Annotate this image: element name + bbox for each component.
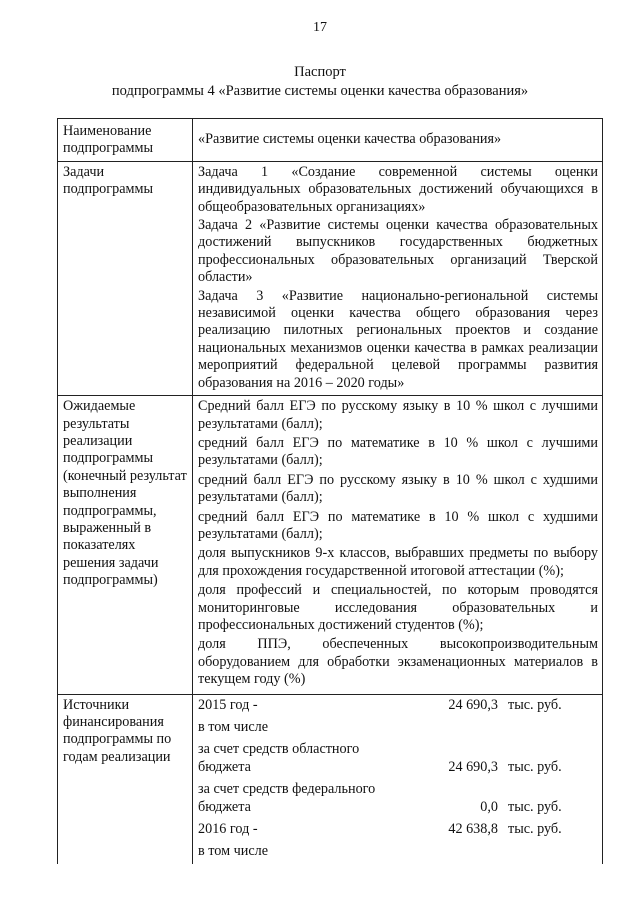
result-item: доля выпускников 9-х классов, выбравших предметы по выбору для прохождения государственной итоговой аттестации (%); (198, 545, 598, 579)
value-financing (193, 694, 603, 864)
value-name: «Развитие системы оценки качества образования» (193, 119, 603, 162)
financing-including: в том числе (198, 843, 269, 860)
label-results: Ожидаемые результаты реализации подпрограммы (конечный результат выполнения подпрограммы, выраженный в показателях решения задачи подпрограммы) (58, 396, 193, 695)
value-tasks (193, 161, 603, 395)
page-number: 17 (313, 20, 327, 35)
result-item: средний балл ЕГЭ по математике в 10 % школ с лучшими результатами (балл); (198, 434, 598, 469)
row-tasks (58, 161, 603, 395)
result-item: средний балл ЕГЭ по математике в 10 % школ с худшими результатами (балл); (198, 508, 598, 542)
result-item: доля профессий и специальностей, по которым проводятся мониторинговые исследования образовательных и профессиональных достижений студентов (%); (198, 582, 598, 633)
financing-including: в том числе (198, 719, 269, 735)
result-item: Средний балл ЕГЭ по русскому языку в 10 % школ с лучшими результатами (балл); (198, 398, 598, 432)
row-name (58, 119, 603, 162)
row-financing (58, 694, 603, 864)
label-tasks: Задачи подпрограммы (58, 161, 193, 395)
document-title (0, 63, 640, 101)
label-name: Наименование подпрограммы (58, 119, 193, 162)
financing-2016: 2016 год - 42 638,8 тыс. руб. (198, 821, 562, 838)
value-results (193, 396, 603, 695)
result-item: средний балл ЕГЭ по русскому языку в 10 % школ с худшими результатами (балл); (198, 471, 598, 506)
task-item: Задача 2 «Развитие системы оценки качества образовательных достижений выпускников государственных бюджетных профессиональных образовательных организаций Тверской области» (198, 217, 598, 286)
row-results (58, 396, 603, 695)
passport-table (57, 118, 603, 864)
label-financing: Источники финансирования подпрограммы по годам реализации (58, 694, 193, 864)
task-item: Задача 1 «Создание современной системы оценки индивидуальных образовательных достижений обучающихся в общеобразовательных организациях» (198, 163, 598, 215)
title-subheading: подпрограммы 4 «Развитие системы оценки качества образования» (111, 83, 529, 99)
financing-federal: за счет средств федерального бюджета 0,0 тыс. руб. (198, 781, 562, 815)
title-heading: Паспорт (294, 64, 346, 80)
financing-2015: 2015 год - 24 690,3 тыс. руб. (198, 696, 562, 713)
result-item: доля ППЭ, обеспеченных высокопроизводительным оборудованием для обработки экзаменационных материалов в текущем году (%) (198, 636, 598, 688)
financing-regional: за счет средств областного бюджета 24 690,3 тыс. руб. (198, 741, 562, 775)
task-item: Задача 3 «Развитие национально-региональной системы независимой оценки качества общего образования через реализацию пилотных региональных проектов и создание национальных механизмов оценки качества в рамках реализации мероприятий федеральной целевой программы развития образования на 2016 – 2020 годы» (198, 287, 598, 391)
